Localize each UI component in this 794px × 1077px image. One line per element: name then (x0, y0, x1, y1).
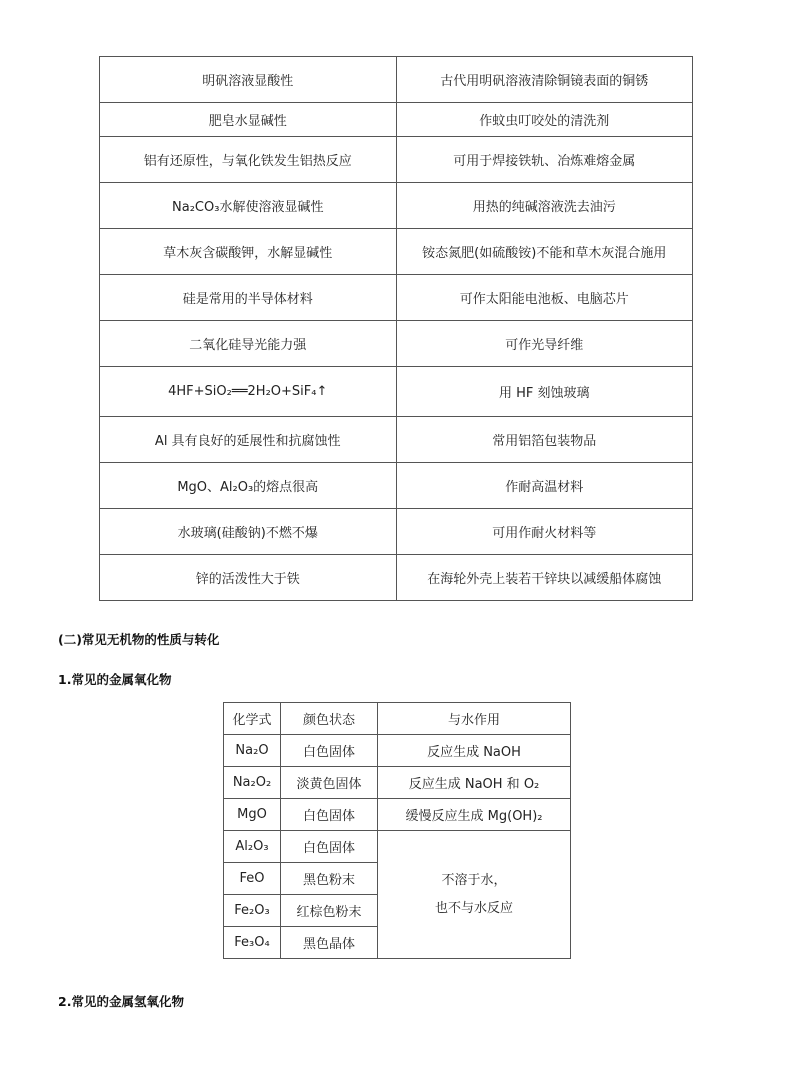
table-row (100, 509, 693, 555)
property-cell: MgO、Al₂O₃的熔点很高 (100, 463, 397, 509)
use-cell: 在海轮外壳上装若干锌块以减缓船体腐蚀 (396, 555, 693, 601)
table-row (100, 367, 693, 417)
table-row (224, 735, 571, 767)
merged-water-cell (378, 831, 571, 959)
metal-oxides-table (223, 702, 571, 959)
merged-water-line: 也不与水反应 (434, 900, 513, 916)
table-row (100, 275, 693, 321)
formula-cell: Fe₂O₃ (224, 895, 281, 927)
use-cell: 古代用明矾溶液清除铜镜表面的铜锈 (396, 57, 693, 103)
table-row (224, 767, 571, 799)
color-cell: 白色固体 (281, 735, 378, 767)
water-cell: 反应生成 NaOH (378, 735, 571, 767)
use-cell: 作耐高温材料 (396, 463, 693, 509)
property-cell: 硅是常用的半导体材料 (100, 275, 397, 321)
use-cell: 用热的纯碱溶液洗去油污 (396, 183, 693, 229)
property-cell: 铝有还原性，与氧化铁发生铝热反应 (100, 137, 397, 183)
use-cell: 可用于焊接铁轨、冶炼难熔金属 (396, 137, 693, 183)
use-cell: 常用铝箔包装物品 (396, 417, 693, 463)
table-row (100, 57, 693, 103)
section-heading: (二)常见无机物的性质与转化 (58, 632, 220, 647)
properties-uses-table (99, 56, 693, 601)
water-cell: 反应生成 NaOH 和 O₂ (378, 767, 571, 799)
color-cell: 淡黄色固体 (281, 767, 378, 799)
property-cell: Al 具有良好的延展性和抗腐蚀性 (100, 417, 397, 463)
formula-cell: Na₂O (224, 735, 281, 767)
table-row (224, 831, 571, 863)
table-row (100, 417, 693, 463)
use-cell: 作蚊虫叮咬处的清洗剂 (396, 103, 693, 137)
color-cell: 白色固体 (281, 831, 378, 863)
column-header: 颜色状态 (281, 703, 378, 735)
property-cell: 草木灰含碳酸钾，水解显碱性 (100, 229, 397, 275)
formula-cell: Al₂O₃ (224, 831, 281, 863)
use-cell: 铵态氮肥(如硫酸铵)不能和草木灰混合施用 (396, 229, 693, 275)
table-row (100, 321, 693, 367)
use-cell: 可作光导纤维 (396, 321, 693, 367)
subheading-metal-hydroxides: 2.常见的金属氢氧化物 (58, 994, 184, 1009)
property-cell: 二氧化硅导光能力强 (100, 321, 397, 367)
table-row (100, 463, 693, 509)
color-cell: 白色固体 (281, 799, 378, 831)
table-row (224, 799, 571, 831)
formula-cell: Na₂O₂ (224, 767, 281, 799)
table-row (100, 137, 693, 183)
formula-cell: Fe₃O₄ (224, 927, 281, 959)
property-cell: 明矾溶液显酸性 (100, 57, 397, 103)
table-row (100, 183, 693, 229)
property-cell: 肥皂水显碱性 (100, 103, 397, 137)
formula-cell: MgO (224, 799, 281, 831)
property-cell: 4HF+SiO₂══2H₂O+SiF₄↑ (100, 367, 397, 417)
table-row (100, 555, 693, 601)
formula-cell: FeO (224, 863, 281, 895)
table-row (100, 229, 693, 275)
water-cell: 缓慢反应生成 Mg(OH)₂ (378, 799, 571, 831)
column-header: 与水作用 (378, 703, 571, 735)
property-cell: 水玻璃(硅酸钠)不燃不爆 (100, 509, 397, 555)
property-cell: Na₂CO₃水解使溶液显碱性 (100, 183, 397, 229)
color-cell: 黑色晶体 (281, 927, 378, 959)
use-cell: 用 HF 刻蚀玻璃 (396, 367, 693, 417)
use-cell: 可作太阳能电池板、电脑芯片 (396, 275, 693, 321)
table-header-row (224, 703, 571, 735)
column-header: 化学式 (224, 703, 281, 735)
subheading-metal-oxides: 1.常见的金属氧化物 (58, 672, 172, 687)
property-cell: 锌的活泼性大于铁 (100, 555, 397, 601)
table-row (100, 103, 693, 137)
color-cell: 黑色粉末 (281, 863, 378, 895)
use-cell: 可用作耐火材料等 (396, 509, 693, 555)
merged-water-line: 不溶于水， (441, 872, 507, 888)
color-cell: 红棕色粉末 (281, 895, 378, 927)
